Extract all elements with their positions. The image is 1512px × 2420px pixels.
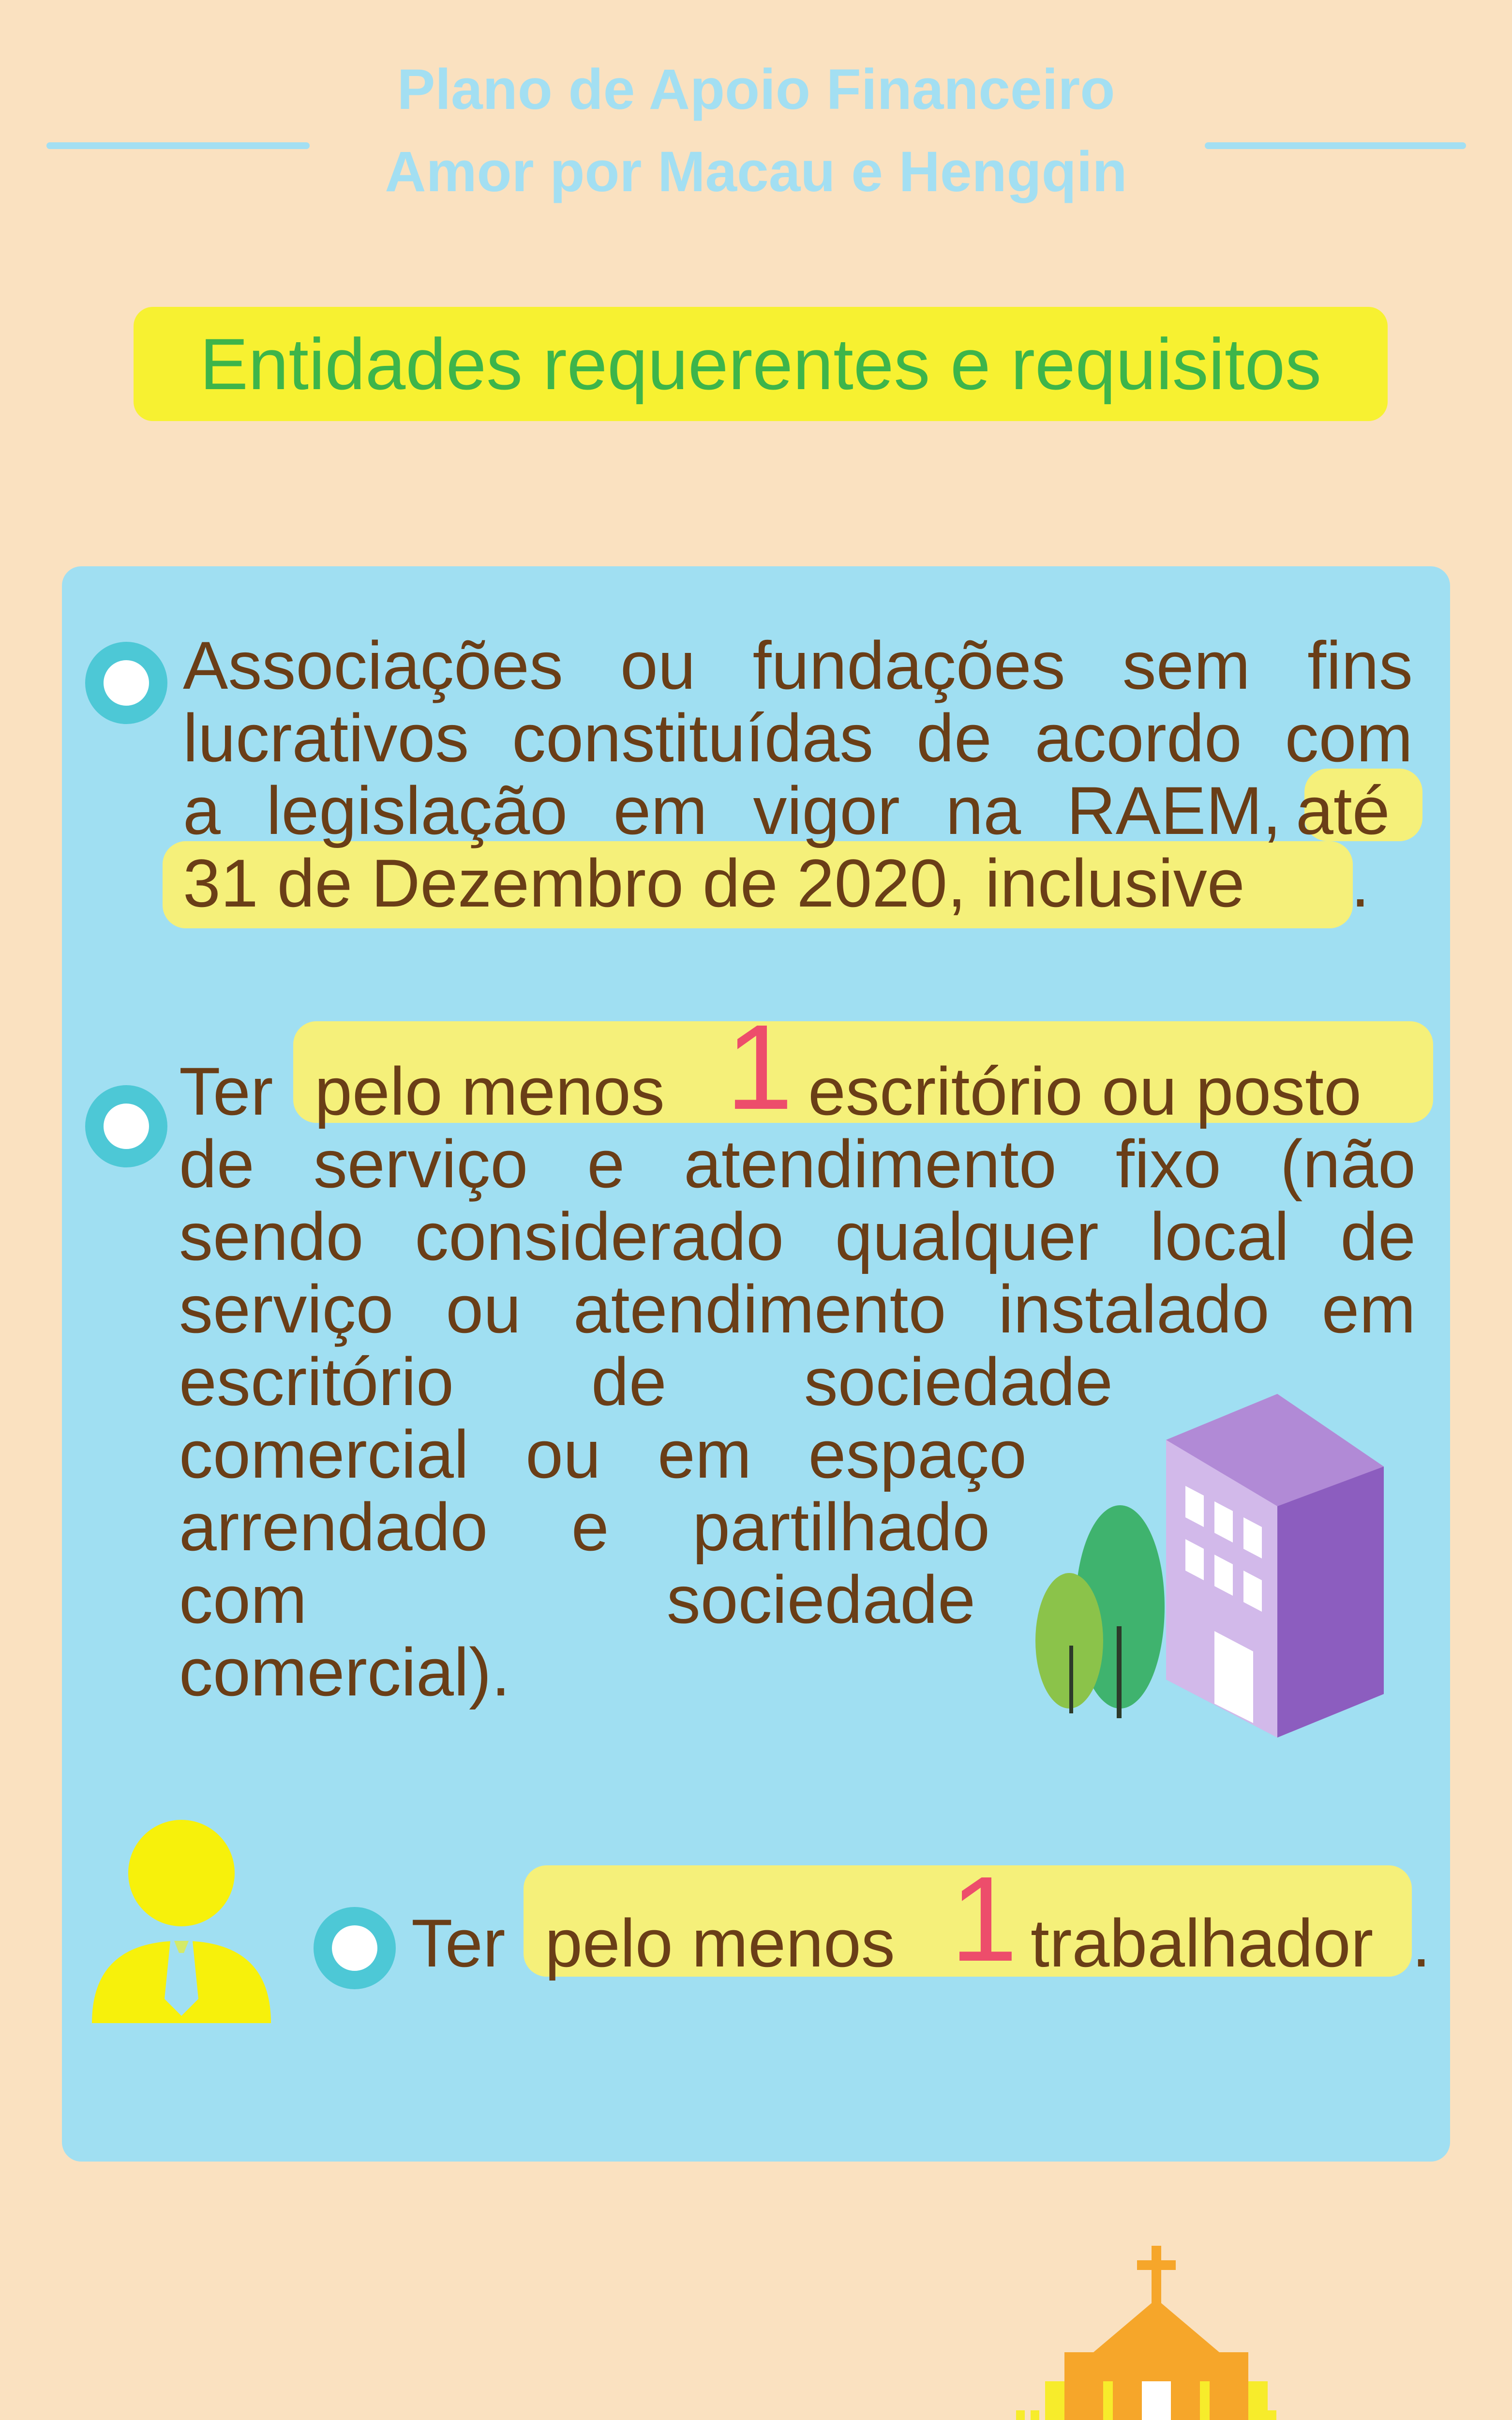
req2-number: 1	[726, 999, 793, 1134]
req2-highlight-post: escritório ou posto	[808, 1053, 1362, 1129]
req3-number: 1	[950, 1851, 1018, 1986]
req1-line4-period: .	[1351, 845, 1370, 921]
req2-line8: com sociedade	[179, 1561, 975, 1637]
req1-line4-highlight: 31 de Dezembro de 2020, inclusive	[183, 845, 1245, 921]
req2-highlight-pre: pelo menos	[314, 1053, 665, 1129]
requirement-3	[411, 1851, 1431, 1986]
req1-line1: Associações ou fundações sem fins	[183, 627, 1413, 703]
req2-line5: escritório de sociedade	[179, 1344, 1113, 1420]
req2-line6: comercial ou em espaço	[179, 1416, 1027, 1492]
req1-line2: lucrativos constituídas de acordo com	[183, 700, 1413, 776]
req1-line3-highlight: até	[1296, 772, 1390, 848]
req2-line9: comercial).	[179, 1634, 510, 1710]
bullet-ring-icon	[85, 1085, 167, 1167]
req1-line3: a legislação em vigor na RAEM,	[183, 772, 1281, 848]
person-icon	[87, 1820, 281, 2023]
bullet-ring-icon	[314, 1907, 396, 1989]
req3-highlight-post: trabalhador	[1031, 1905, 1374, 1981]
tree-icon	[1035, 1505, 1165, 1718]
req2-line3: sendo considerado qualquer local de	[179, 1198, 1416, 1274]
req2-line7: arrendado e partilhado	[179, 1489, 990, 1565]
section-subtitle: Entidades requerentes e requisitos	[134, 307, 1388, 421]
page-title-line1: Plano de Apoio Financeiro	[397, 58, 1115, 121]
req3-highlight-pre: pelo menos	[545, 1905, 895, 1981]
building-icon	[1026, 1394, 1393, 1742]
req2-pre: Ter	[179, 1053, 273, 1129]
page-title-line2: Amor por Macau e Hengqin	[385, 140, 1127, 204]
bullet-ring-icon	[85, 642, 167, 724]
ruins-of-st-paul-icon	[803, 2236, 1481, 2420]
req2-line2: de serviço e atendimento fixo (não	[179, 1126, 1416, 1202]
req2-line4: serviço ou atendimento instalado em	[179, 1271, 1416, 1347]
req3-post: .	[1412, 1905, 1431, 1981]
req3-pre: Ter	[411, 1905, 506, 1981]
